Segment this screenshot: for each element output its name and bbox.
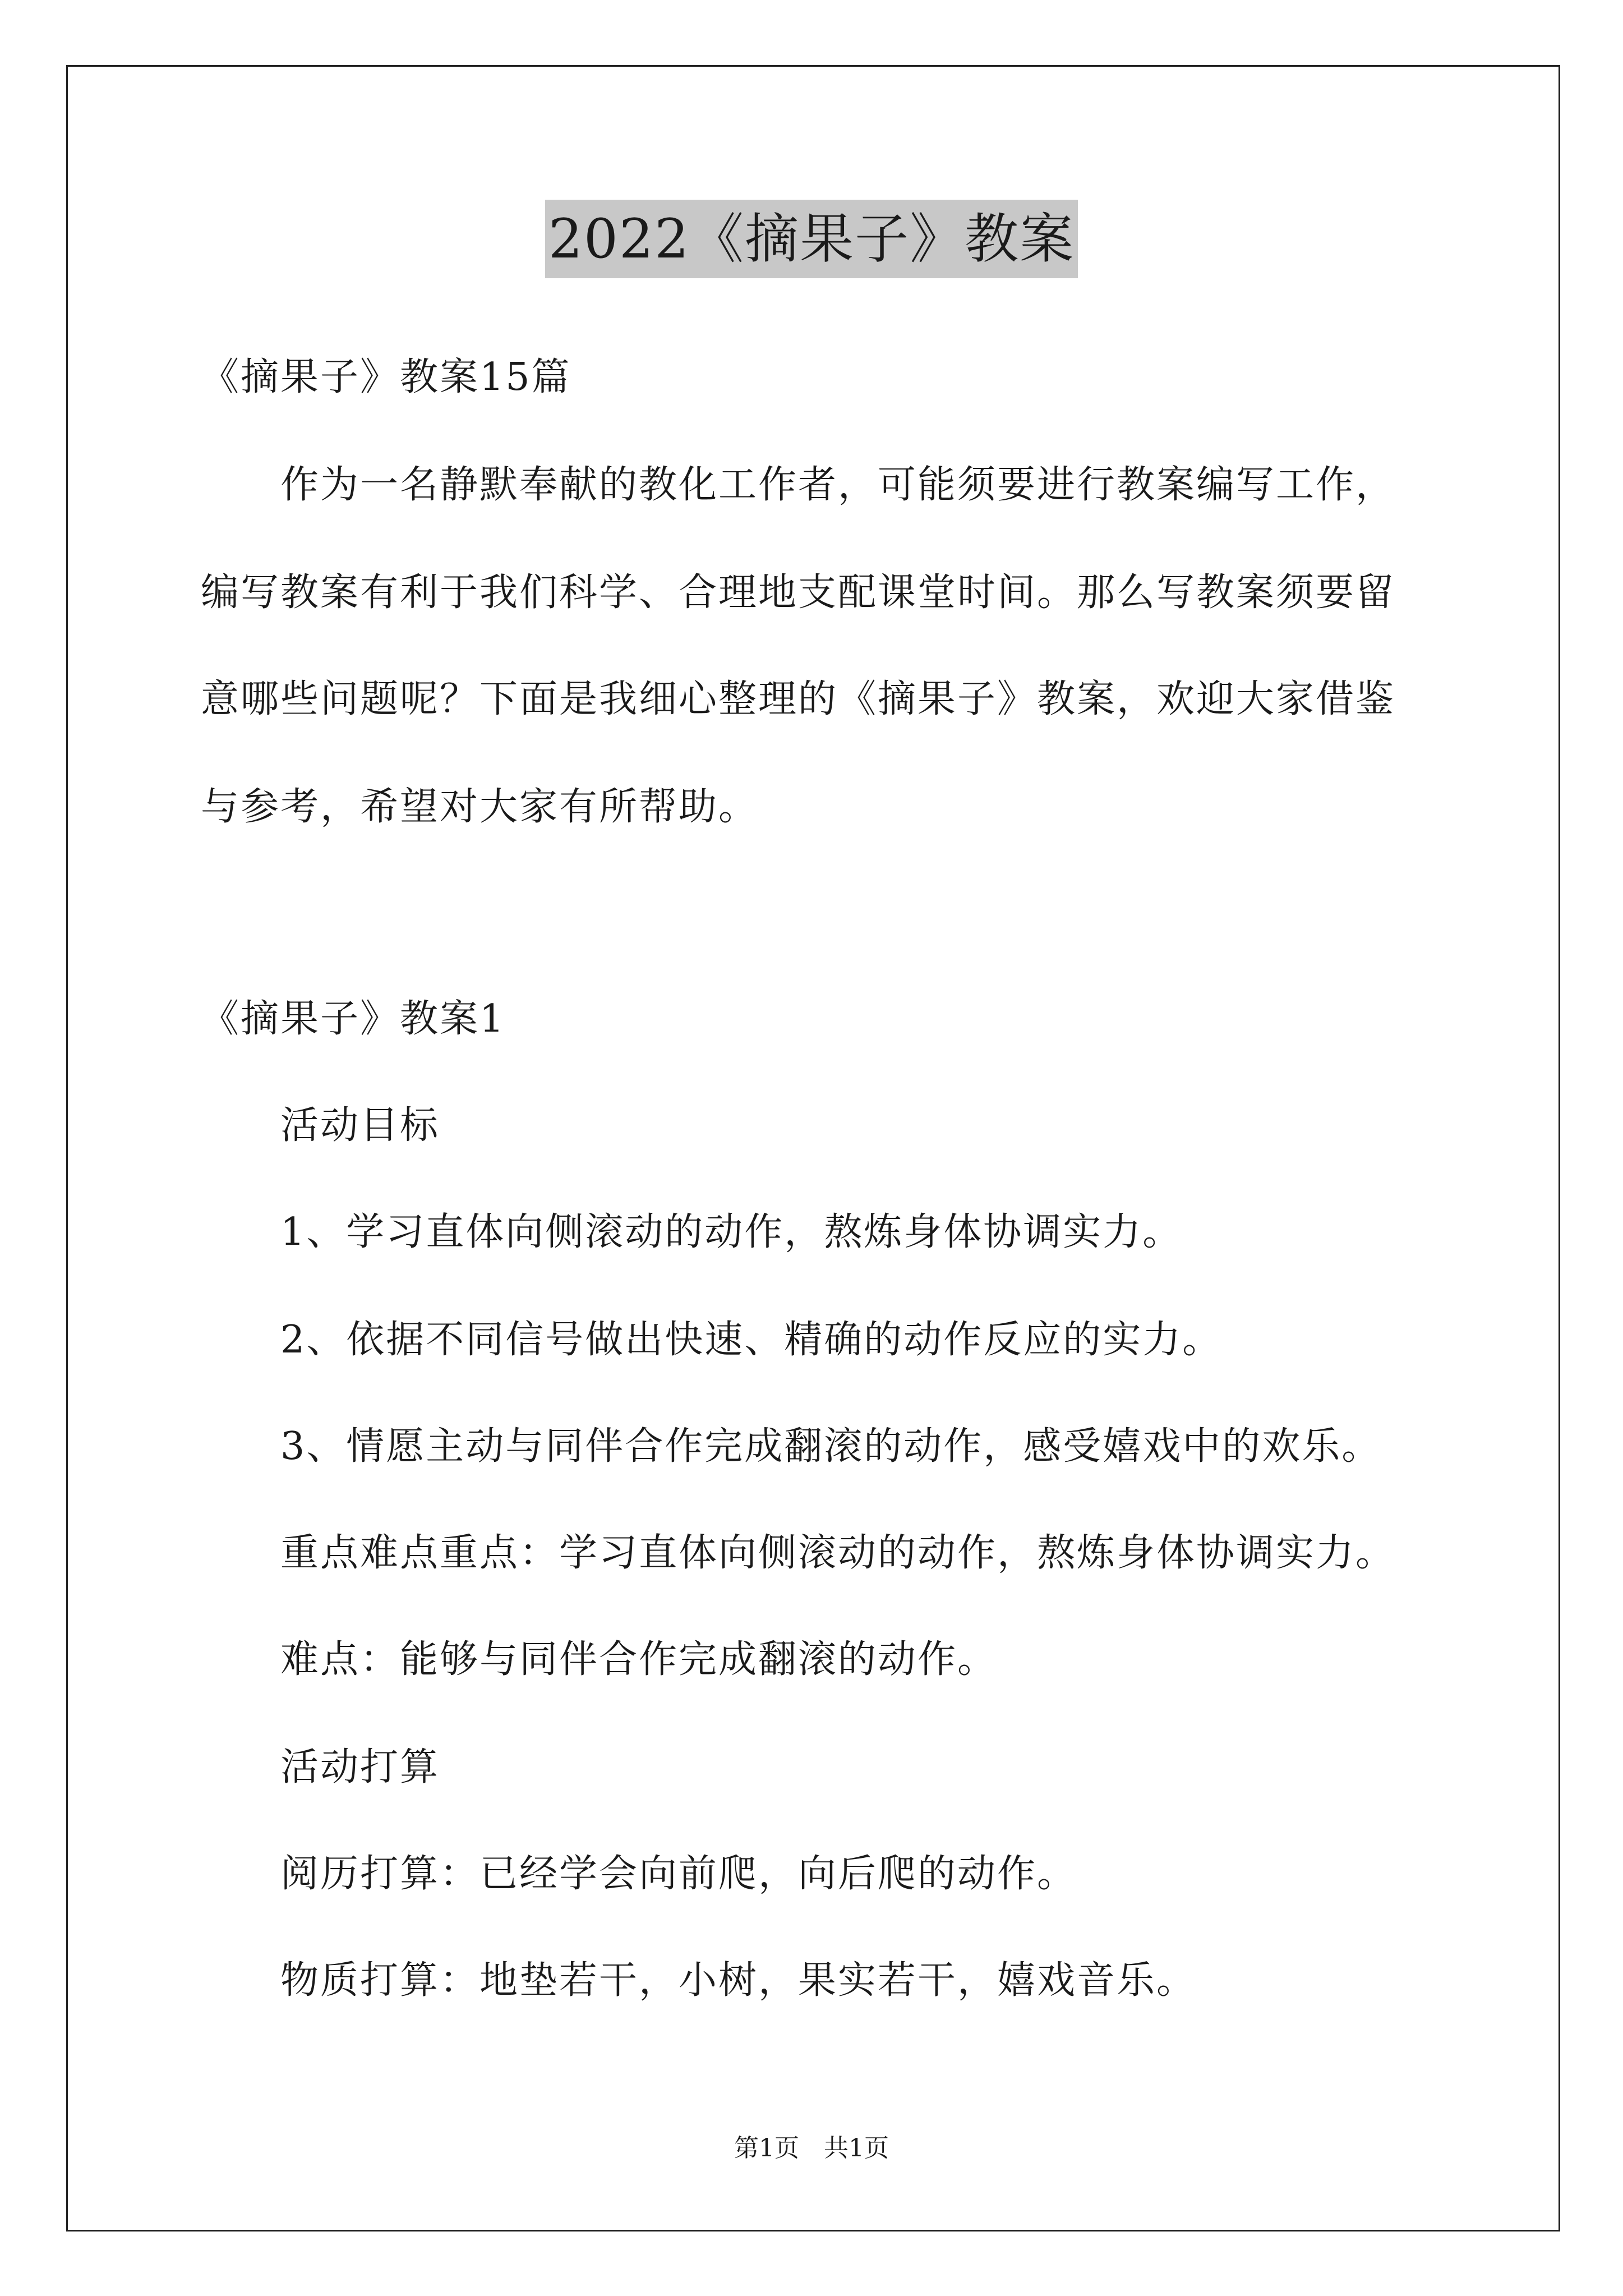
document-title: 2022《摘果子》教案	[545, 200, 1078, 278]
intro-line: 意哪些问题呢？下面是我细心整理的《摘果子》教案，欢迎大家借鉴	[201, 677, 1396, 721]
document-subtitle: 《摘果子》教案15篇	[201, 355, 571, 399]
intro-line: 作为一名静默奉献的教化工作者，可能须要进行教案编写工作，	[280, 463, 1396, 507]
section-heading: 《摘果子》教案1	[201, 997, 506, 1041]
body-line: 难点：能够与同伴合作完成翻滚的动作。	[280, 1637, 998, 1682]
intro-line: 编写教案有利于我们科学、合理地支配课堂时间。那么写教案须要留	[201, 570, 1396, 615]
body-line: 阅历打算：已经学会向前爬，向后爬的动作。	[280, 1852, 1077, 1896]
body-line: 活动目标	[280, 1103, 440, 1148]
body-line: 1、学习直体向侧滚动的动作，熬炼身体协调实力。	[280, 1210, 1183, 1254]
title-container	[0, 200, 1623, 278]
body-line: 物质打算：地垫若干，小树，果实若干，嬉戏音乐。	[280, 1958, 1197, 2003]
body-line: 活动打算	[280, 1745, 440, 1789]
body-line: 3、情愿主动与同伴合作完成翻滚的动作，感受嬉戏中的欢乐。	[280, 1424, 1382, 1469]
body-line: 重点难点重点：学习直体向侧滚动的动作，熬炼身体协调实力。	[280, 1531, 1396, 1575]
intro-line: 与参考，希望对大家有所帮助。	[201, 785, 759, 829]
page-footer: 第1页 共1页	[734, 2134, 889, 2162]
body-line: 2、依据不同信号做出快速、精确的动作反应的实力。	[280, 1318, 1223, 1362]
